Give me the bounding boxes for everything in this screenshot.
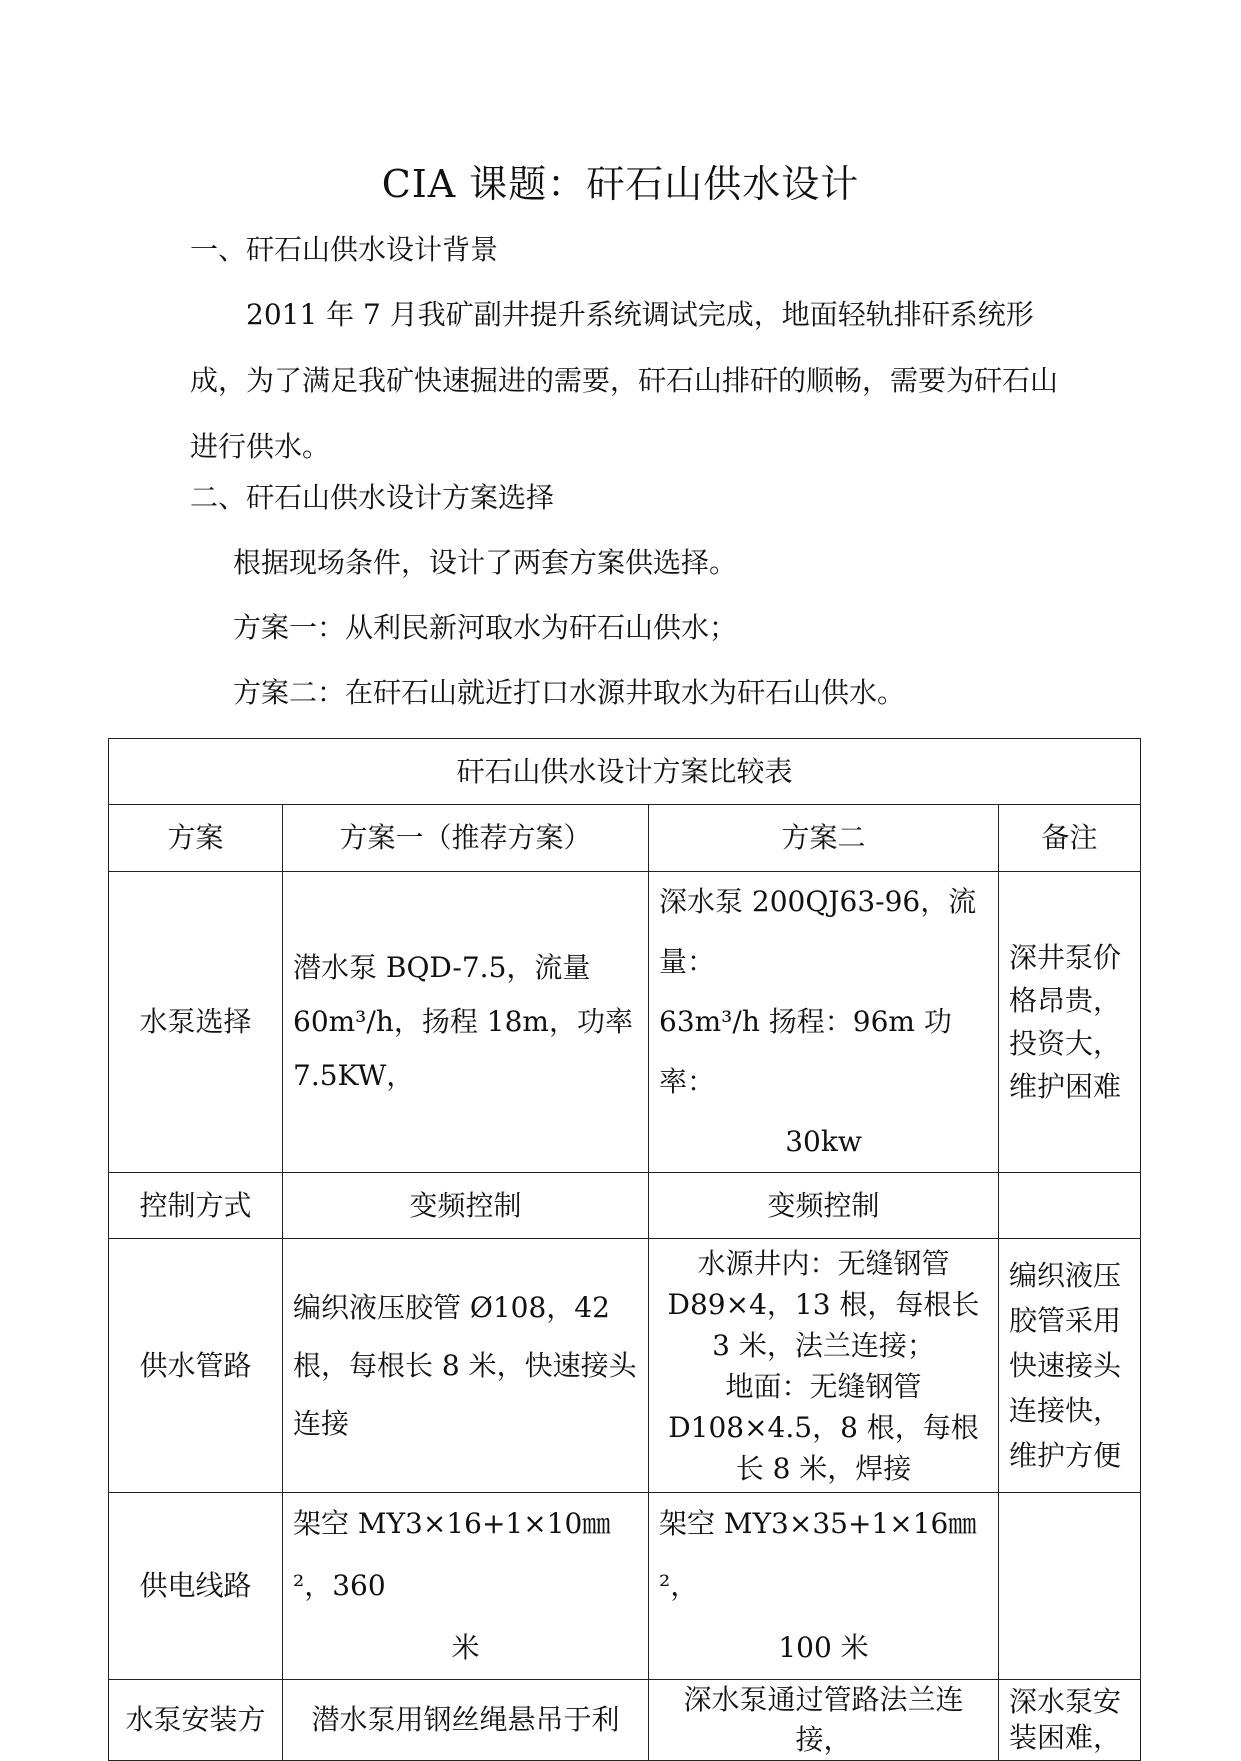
plan-intro: 根据现场条件，设计了两套方案供选择。 bbox=[233, 546, 738, 579]
pipeline-plan-one: 编织液压胶管 Ø108，42 根，每根长 8 米，快速接头连接 bbox=[283, 1239, 649, 1493]
header-plan-one: 方案一（推荐方案） bbox=[283, 805, 649, 872]
document-title: CIA 课题：矸石山供水设计 bbox=[381, 162, 860, 206]
control-plan-two: 变频控制 bbox=[649, 1173, 999, 1239]
pump-note: 深井泵价格昂贵，投资大，维护困难 bbox=[999, 872, 1141, 1173]
section-heading-plan-selection: 二、矸石山供水设计方案选择 bbox=[190, 481, 555, 514]
pipeline-plan-two-ground: 地面：无缝钢管 D108×4.5，8 根，每根长 8 米，焊接 bbox=[668, 1369, 979, 1485]
section-heading-background: 一、矸石山供水设计背景 bbox=[190, 233, 499, 266]
pump-plan-two-line3: 30kw bbox=[785, 1125, 862, 1158]
table-row-pipeline bbox=[109, 1239, 1141, 1493]
table-row-control bbox=[109, 1173, 1141, 1239]
table-row-install bbox=[109, 1680, 1141, 1761]
power-plan-two-line1: 架空 MY3×35+1×16㎜²， bbox=[659, 1507, 977, 1602]
row-label-control: 控制方式 bbox=[109, 1173, 283, 1239]
row-label-install: 水泵安装方 bbox=[109, 1680, 283, 1761]
pipeline-plan-two-well: 水源井内：无缝钢管 D89×4，13 根，每根长 3 米，法兰连接； bbox=[667, 1246, 980, 1362]
pump-plan-two-line2: 63m³/h 扬程：96m 功率： bbox=[659, 1005, 952, 1098]
power-plan-one bbox=[283, 1493, 649, 1680]
pump-plan-one: 潜水泵 BQD-7.5，流量 60m³/h，扬程 18m，功率 7.5KW， bbox=[283, 872, 649, 1173]
plan-two: 方案二：在矸石山就近打口水源井取水为矸石山供水。 bbox=[233, 676, 906, 709]
control-note bbox=[999, 1173, 1141, 1239]
table-row-power bbox=[109, 1493, 1141, 1680]
row-label-pump: 水泵选择 bbox=[109, 872, 283, 1173]
header-plan-two: 方案二 bbox=[649, 805, 999, 872]
table-caption: 矸石山供水设计方案比较表 bbox=[109, 739, 1141, 805]
power-note bbox=[999, 1493, 1141, 1680]
power-plan-two bbox=[649, 1493, 999, 1680]
power-plan-one-line1: 架空 MY3×16+1×10㎜²，360 bbox=[293, 1507, 611, 1602]
pipeline-note: 编织液压胶管采用快速接头连接快，维护方便 bbox=[999, 1239, 1141, 1493]
table-row-pump bbox=[109, 872, 1141, 1173]
pump-plan-two bbox=[649, 872, 999, 1173]
install-plan-two: 深水泵通过管路法兰连接， bbox=[649, 1680, 999, 1761]
pump-plan-two-line1: 深水泵 200QJ63-96，流量： bbox=[659, 885, 977, 978]
install-note: 深水泵安装困难， bbox=[999, 1680, 1141, 1761]
plan-one: 方案一：从利民新河取水为矸石山供水； bbox=[233, 611, 738, 644]
power-plan-one-line2: 米 bbox=[451, 1631, 480, 1664]
background-paragraph: 2011 年 7 月我矿副井提升系统调试完成，地面轻轨排矸系统形成，为了满足我矿快速掘进的需要，矸石山排矸的顺畅，需要为矸石山进行供水。 bbox=[190, 298, 1059, 463]
table-header-row bbox=[109, 805, 1141, 872]
control-plan-one: 变频控制 bbox=[283, 1173, 649, 1239]
header-plan: 方案 bbox=[109, 805, 283, 872]
header-notes: 备注 bbox=[999, 805, 1141, 872]
power-plan-two-line2: 100 米 bbox=[778, 1631, 869, 1664]
row-label-pipeline: 供水管路 bbox=[109, 1239, 283, 1493]
install-plan-one: 潜水泵用钢丝绳悬吊于利 bbox=[283, 1680, 649, 1761]
row-label-power: 供电线路 bbox=[109, 1493, 283, 1680]
table-caption-row bbox=[109, 739, 1141, 805]
pipeline-plan-two bbox=[649, 1239, 999, 1493]
comparison-table bbox=[108, 738, 1141, 1761]
